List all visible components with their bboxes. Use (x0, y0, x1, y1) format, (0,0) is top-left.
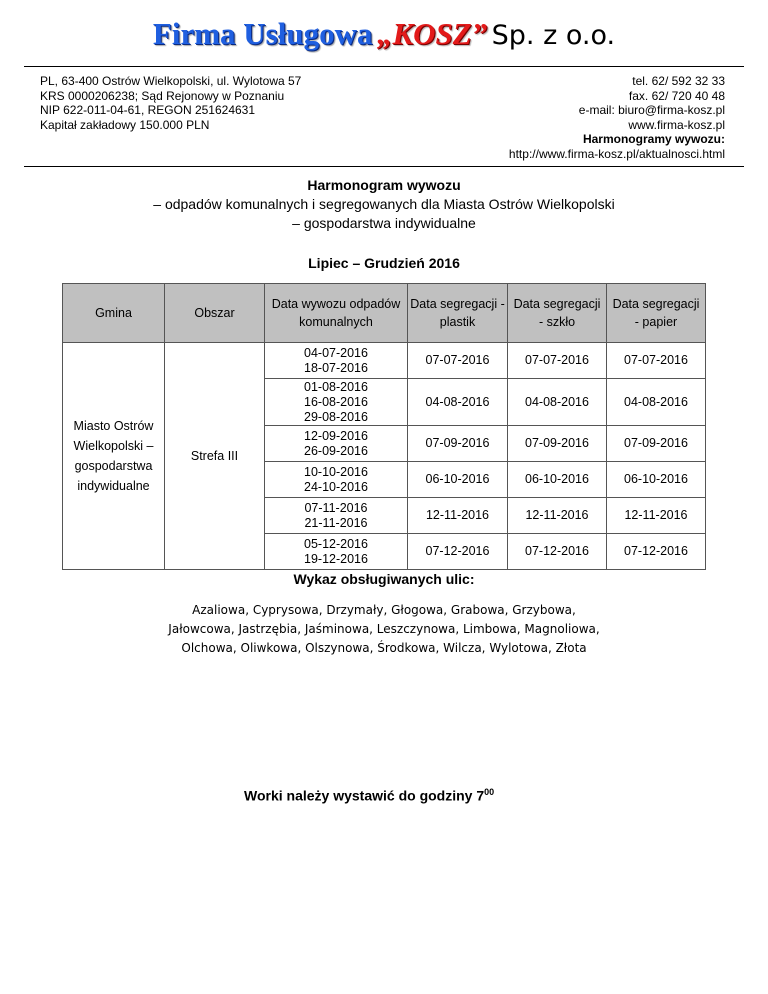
komunalne-date: 10-10-2016 (304, 464, 368, 479)
krs-line: KRS 0000206238; Sąd Rejonowy w Poznaniu (40, 88, 285, 103)
plastik-cell: 07-09-2016 (408, 426, 508, 462)
szklo-cell: 07-07-2016 (508, 343, 607, 379)
document-title: Harmonogram wywozu (307, 177, 461, 193)
komunalne-date: 29-08-2016 (304, 409, 368, 424)
komunalne-date: 04-07-2016 (304, 345, 368, 360)
document-title-block (0, 176, 768, 233)
papier-cell: 07-07-2016 (607, 343, 706, 379)
streets-heading: Wykaz obsługiwanych ulic: (293, 571, 475, 587)
komunalne-date: 01-08-2016 (304, 379, 368, 394)
header-plastik: Data segregacji - plastik (408, 284, 508, 343)
komunalne-date: 05-12-2016 (304, 536, 368, 551)
komunalne-date: 24-10-2016 (304, 479, 368, 494)
komunalne-date: 26-09-2016 (304, 443, 368, 458)
komunalne-cell (265, 498, 408, 534)
table-header-row (63, 284, 706, 343)
papier-cell: 07-09-2016 (607, 426, 706, 462)
address-line: PL, 63-400 Ostrów Wielkopolski, ul. Wylotowa 57 (40, 74, 302, 88)
header-komunalne: Data wywozu odpadów komunalnych (265, 284, 408, 343)
company-name: Firma Usługowa (152, 16, 373, 51)
schedules-url: http://www.firma-kosz.pl/aktualnosci.html (508, 146, 725, 161)
szklo-cell: 12-11-2016 (508, 498, 607, 534)
header-papier: Data segregacji - papier (607, 284, 706, 343)
szklo-cell: 06-10-2016 (508, 462, 607, 498)
komunalne-date: 16-08-2016 (304, 394, 368, 409)
streets-list (0, 601, 768, 658)
email-line: e-mail: biuro@firma-kosz.pl (578, 103, 725, 117)
plastik-cell: 04-08-2016 (408, 379, 508, 426)
gmina-cell: Miasto Ostrów Wielkopolski – gospodarstwa indywidualne (63, 343, 165, 570)
komunalne-cell (265, 343, 408, 379)
komunalne-cell (265, 462, 408, 498)
papier-cell: 07-12-2016 (607, 534, 706, 570)
szklo-cell: 07-12-2016 (508, 534, 607, 570)
plastik-cell: 12-11-2016 (408, 498, 508, 534)
komunalne-date: 12-09-2016 (304, 428, 368, 443)
komunalne-cell (265, 426, 408, 462)
collection-time-note (244, 787, 494, 804)
header-obszar: Obszar (165, 284, 265, 343)
website-line: www.firma-kosz.pl (628, 117, 725, 132)
komunalne-cell (265, 534, 408, 570)
papier-cell: 06-10-2016 (607, 462, 706, 498)
fax-line: fax. 62/ 720 40 48 (628, 88, 725, 103)
szklo-cell: 04-08-2016 (508, 379, 607, 426)
document-subtitle-2: – gospodarstwa indywidualne (292, 215, 476, 231)
streets-line: Azaliowa, Cyprysowa, Drzymały, Głogowa, Grabowa, Grzybowa, (192, 603, 576, 617)
header-szklo: Data segregacji - szkło (508, 284, 607, 343)
schedule-table (62, 283, 706, 570)
document-subtitle-1: – odpadów komunalnych i segregowanych dla Miasta Ostrów Wielkopolski (153, 196, 615, 212)
papier-cell: 04-08-2016 (607, 379, 706, 426)
streets-line: Jałowcowa, Jastrzębia, Jaśminowa, Leszczynowa, Limbowa, Magnoliowa, (168, 622, 600, 636)
komunalne-date: 19-12-2016 (304, 551, 368, 566)
phone-line: tel. 62/ 592 32 33 (632, 74, 725, 88)
plastik-cell: 07-07-2016 (408, 343, 508, 379)
szklo-cell: 07-09-2016 (508, 426, 607, 462)
komunalne-date: 18-07-2016 (304, 360, 368, 375)
company-header-title (0, 14, 768, 60)
komunalne-cell (265, 379, 408, 426)
company-legal-form: Sp. z o.o. (491, 20, 616, 51)
streets-line: Olchowa, Oliwkowa, Olszynowa, Środkowa, Wilcza, Wylotowa, Złota (181, 641, 587, 655)
papier-cell: 12-11-2016 (607, 498, 706, 534)
header-gmina: Gmina (63, 284, 165, 343)
obszar-cell: Strefa III (165, 343, 265, 570)
schedules-label: Harmonogramy wywozu: (582, 132, 725, 146)
plastik-cell: 06-10-2016 (408, 462, 508, 498)
company-info-left (40, 74, 301, 132)
note-text: Worki należy wystawić do godziny 7 (244, 787, 485, 804)
table-row (63, 343, 706, 379)
komunalne-date: 21-11-2016 (304, 515, 368, 530)
schedule-period: Lipiec – Grudzień 2016 (308, 255, 460, 271)
komunalne-date: 07-11-2016 (304, 500, 368, 515)
note-superscript: 00 (484, 787, 495, 797)
company-info-right (509, 74, 725, 161)
header-divider (24, 66, 744, 67)
info-divider (24, 166, 744, 167)
nip-regon-line: NIP 622-011-04-61, REGON 251624631 (40, 103, 256, 117)
plastik-cell: 07-12-2016 (408, 534, 508, 570)
capital-line: Kapitał zakładowy 150.000 PLN (40, 117, 210, 132)
company-brand: „KOSZ” (376, 16, 488, 51)
